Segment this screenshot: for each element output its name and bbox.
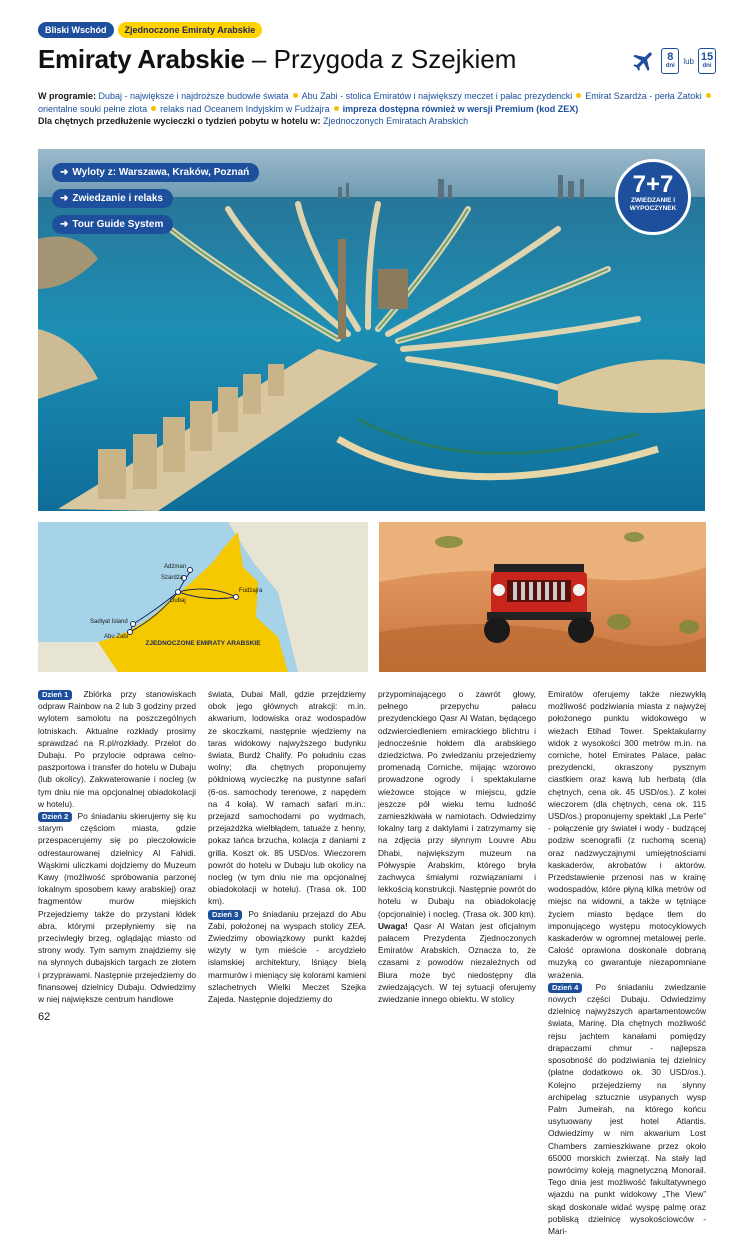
bullet-dot [706, 93, 711, 98]
premium-note: impreza dostępna również w wersji Premium (kod ZEX) [342, 103, 579, 114]
duration-15-days [698, 48, 716, 74]
day2-text: Po śniadaniu skierujemy się ku starym częściom miasta, gdzie przespacerujemy się po pieczołowicie odrestaurowanej dzielnicy Al Fahidi. Wąskimi uliczkami dojdziemy do Muzeum Kawy (możliwość spróbowania parzonej lokalnym sposobem kawy arabskiej) oraz fragmentów murów miejskich Przejedziemy także do przystani łódek abra, którymi przepłyniemy się na przeciwległy brzeg, oglądając miasto od strony wody. Tym samym znajdziemy się na słynnych dubajskich targach ze złotem i przyprawami. Następnie przejedziemy do finansowej dzielnicy Dubaju. Odwiedzimy w niej największe centrum handlowe [38, 811, 197, 1005]
breadcrumb [38, 22, 262, 38]
page-title-subtitle: – Przygoda z Szejkiem [251, 44, 517, 74]
day1-text: Zbiórka przy stanowiskach odpraw Rainbow na 2 lub 3 godziny przed wylotem samolotu na poszczególnych lotniskach. Aktualne rozkłady prosimy sprawdzać na R.pl/rozkłady. Przelot do Dubaju. Po przylocie odprawa celno-paszportowa i transfer do hotelu w Dubaju (lub okolicy). Zakwaterowanie i nocleg (w tym dniu nie ma opcjonalnej obiadokolacji w hotelu). [38, 689, 196, 809]
pill-text: Tour Guide System [72, 219, 164, 230]
program-label: W programie: [38, 91, 97, 101]
program-item: Emirat Szardża - perła Zatoki [585, 91, 702, 101]
map-label-abu-dhabi: Abu Zabi [104, 634, 129, 640]
breadcrumb-region[interactable]: Bliski Wschód [38, 22, 114, 38]
airplane-icon [631, 48, 657, 74]
page-number: 62 [38, 1011, 51, 1023]
arrow-right-icon: ➜ [60, 193, 69, 204]
arrow-right-icon: ➜ [60, 219, 69, 230]
itinerary-column [38, 688, 196, 1006]
program-item: relaks nad Oceanem Indyjskim w Fudżajra [160, 103, 330, 114]
map-country-label: ZJEDNOCZONE EMIRATY ARABSKIE [145, 640, 261, 647]
duration-value-1: 8 [667, 51, 674, 63]
program-item: orientalne souki pełne złota [38, 103, 148, 114]
breadcrumb-country[interactable]: Zjednoczone Emiraty Arabskie [118, 22, 263, 38]
bullet-dot [576, 93, 581, 98]
route-map-graphic [38, 522, 368, 672]
day2-tag: Dzień 2 [38, 812, 72, 822]
tour-type-badge-label: ZWIEDZANIE I WYPOCZYNEK [629, 197, 677, 212]
day1-tag: Dzień 1 [38, 690, 72, 700]
duration-8-days [661, 48, 679, 74]
duration-unit-1: dni [665, 63, 675, 69]
info-pill-departures[interactable] [52, 163, 259, 182]
itinerary-column [208, 688, 366, 1006]
route-map [38, 522, 368, 672]
hero-image-palm-jumeirah [38, 149, 705, 511]
day3-text-cont: przypominającego o zawrót głowy, pełnego przepychu pałacu prezydenckiego Qasr Al Watan, będącego odzwierciedleniem emirackiego blichtru i jednocześnie hołdem dla arabskiego dziedzictwa. Po zwiedzaniu przejedziemy promenadą Corniche, mijając wzorowo prowadzone ogrody i spektakularne wieżowce stojące w miejscu, gdzie jeszcze pół wieku temu ludność zamieszkiwała w namiotach. Odwiedzimy lokalny targ z daktylami i zatrzymamy się na zdjęcia przy słynnym Louvre Abu Dhabi, największym muzeum na Półwyspie Arabskim, którego bryła zachwyca śmiałymi rozwiązaniami i lekkością konstrukcji. Następnie powrót do hotelu w Dubaju na obiadokolację (opcjonalnie) i nocleg. (Trasa ok. 300 km). [378, 689, 536, 919]
tour-type-badge-number: 7+7 [632, 171, 674, 198]
desert-jeep-illustration [379, 522, 706, 672]
program-summary [38, 90, 718, 128]
duration-or: lub [683, 56, 694, 66]
duration-value-2: 15 [700, 51, 714, 63]
duration-badges [631, 48, 716, 74]
day2-text-cont: świata, Dubai Mall, gdzie przejdziemy obok jego głównych atrakcji: m.in. akwarium, lodowiska oraz wodospadów ze skoczkami, następnie wjedziemy na taras widokowy najwyższego budynku świata, Burdż Chalify. Po południu czas wolny; dla chętnych proponujemy półdniową wycieczkę na pustynne safari (6-os. samochody terenowe, z napędem na 4 koła). W ramach safari m.in.: przejazd samochodami po wydmach, przejażdżka wielbłądem, tatuaże z henny, pokaz tańca brzucha, kolacja z daniami z grilla. Koszt ok. 85 USD/os. Wieczorem powrót do hotelu w Dubaju lub okolicy na nocleg (w tym dniu nie ma opcjonalnej obiadokolacji w hotelu). (Trasa ok. 100 km). [208, 689, 366, 907]
desert-safari-photo [379, 522, 706, 672]
extension-place[interactable]: Zjednoczonych Emiratach Arabskich [323, 116, 469, 126]
bullet-dot [334, 106, 339, 111]
map-label-fujairah: Fudżajra [239, 588, 263, 594]
arrow-right-icon: ➜ [60, 167, 69, 178]
day3-tag: Dzień 3 [208, 910, 242, 920]
map-label-sharjah: Szardża [161, 575, 184, 581]
note-text-cont: Emiratów oferujemy także niezwykłą możliwość podziwiania miasta z najwyżej położonego punktu widokowego w wieżach Etihad Tower. Spektakularny widok z wysokości 300 metrów m.in. na corniche, hotel Emirates Palace, pałac prezydencki, okraszony pysznym ciastkiem oraz kawą lub herbatą (dla chętnych, cena ok. 45 USD/os.). Z kolei wieczorem (dla chętnych, cena ok. 115 USD/os.) proponujemy spektakl „La Perle” - połączenie gry świateł i wody - budzącej podziw scenografii (z ruchomą sceną) oraz nadzwyczajnymi umiejętnościami kaskaderów, akrobatów i aktorów. Przedstawienie przenosi nas w krainę wodospadów, które płyną kilka metrów od miejsc na widowni, a także w tętniące życiem miasto będące tłem do imponującego występu motocyklowych kaskaderów w ogromnej metalowej perle. Całość oprawiona doskonale dobraną muzyką co gwarantuje niezapomniane wrażenia. [548, 689, 706, 980]
map-label-sadiyat: Sadiyat Island [90, 619, 128, 625]
bullet-dot [293, 93, 298, 98]
page-title-bold: Emiraty Arabskie [38, 44, 245, 74]
info-pill-tour-guide[interactable] [52, 215, 173, 234]
day4-text: Po śniadaniu zwiedzanie nowych części Dubaju. Odwiedzimy dzielnicę najwyższych apartamentowców świata, Marinę. Dla chętnych możliwość rejsu jachtem kanałami pomiędzy drapaczami chmur - najlepsza sposobność do podziwiania tej dzielnicy (płatne dodatkowo ok. 30 USD/os.). Kolejno przejedziemy na słynny archipelag sztucznie usypanych wysp Palm Jumeirah, na którego końcu usytuowany jest hotel Atlantis. Odwiedzimy w nim akwarium Lost Chambers zamieszkiwane przez około 65000 morskich zwierząt. Na stały ląd powrócimy koleją magnetyczną Monorail. Tego dnia jest możliwość fakultatywnego wjazdu na punkt widokowy „The View” skąd doskonale widać wyspę palmę oraz pobliską dzielnicę wysokościowców - Mari- [548, 981, 707, 1236]
pill-text: Wyloty z: Warszawa, Kraków, Poznań [72, 167, 250, 178]
note-text: Qasr Al Watan jest oficjalnym pałacem Prezydenta Zjednoczonych Emiratów Arabskich. Oznacza to, że czasami z powodów niezależnych od Biura może być niedostępny dla zwiedzających. W tej sytuacji oferujemy zwiedzanie innego obiektu. W stolicy [378, 920, 536, 1005]
itinerary-column [548, 688, 707, 1236]
pill-text: Zwiedzanie i relaks [72, 193, 163, 204]
extension-label: Dla chętnych przedłużenie wycieczki o tydzień pobytu w hotelu w: [38, 116, 321, 126]
note-label: Uwaga! [378, 920, 408, 931]
map-label-dubai: Dubaj [170, 598, 186, 604]
bullet-dot [151, 106, 156, 111]
day3-text: Po śniadaniu przejazd do Abu Zabi, położonej na wyspach stolicy ZEA. Zwiedzimy obowiązkowy punkt każdej wizyty w tym mieście - arcydzieło islamskiej architektury, lśniący bielą marmurów i mieniący się kolorami kamieni szlachetnych Wielki Meczet Szejka Zajeda. Następnie dojedziemy do [208, 908, 366, 1005]
tour-type-badge [615, 159, 691, 235]
page-title [38, 44, 516, 75]
itinerary-column [378, 688, 536, 1006]
program-item: Dubaj - największe i najdroższe budowle świata [98, 91, 289, 101]
map-label-ajman: Adżman [164, 564, 187, 570]
duration-unit-2: dni [702, 63, 712, 69]
info-pill-sightseeing[interactable] [52, 189, 173, 208]
program-item: Abu Zabi - stolica Emiratów i największy meczet i pałac prezydencki [301, 91, 573, 101]
day4-tag: Dzień 4 [548, 983, 582, 993]
